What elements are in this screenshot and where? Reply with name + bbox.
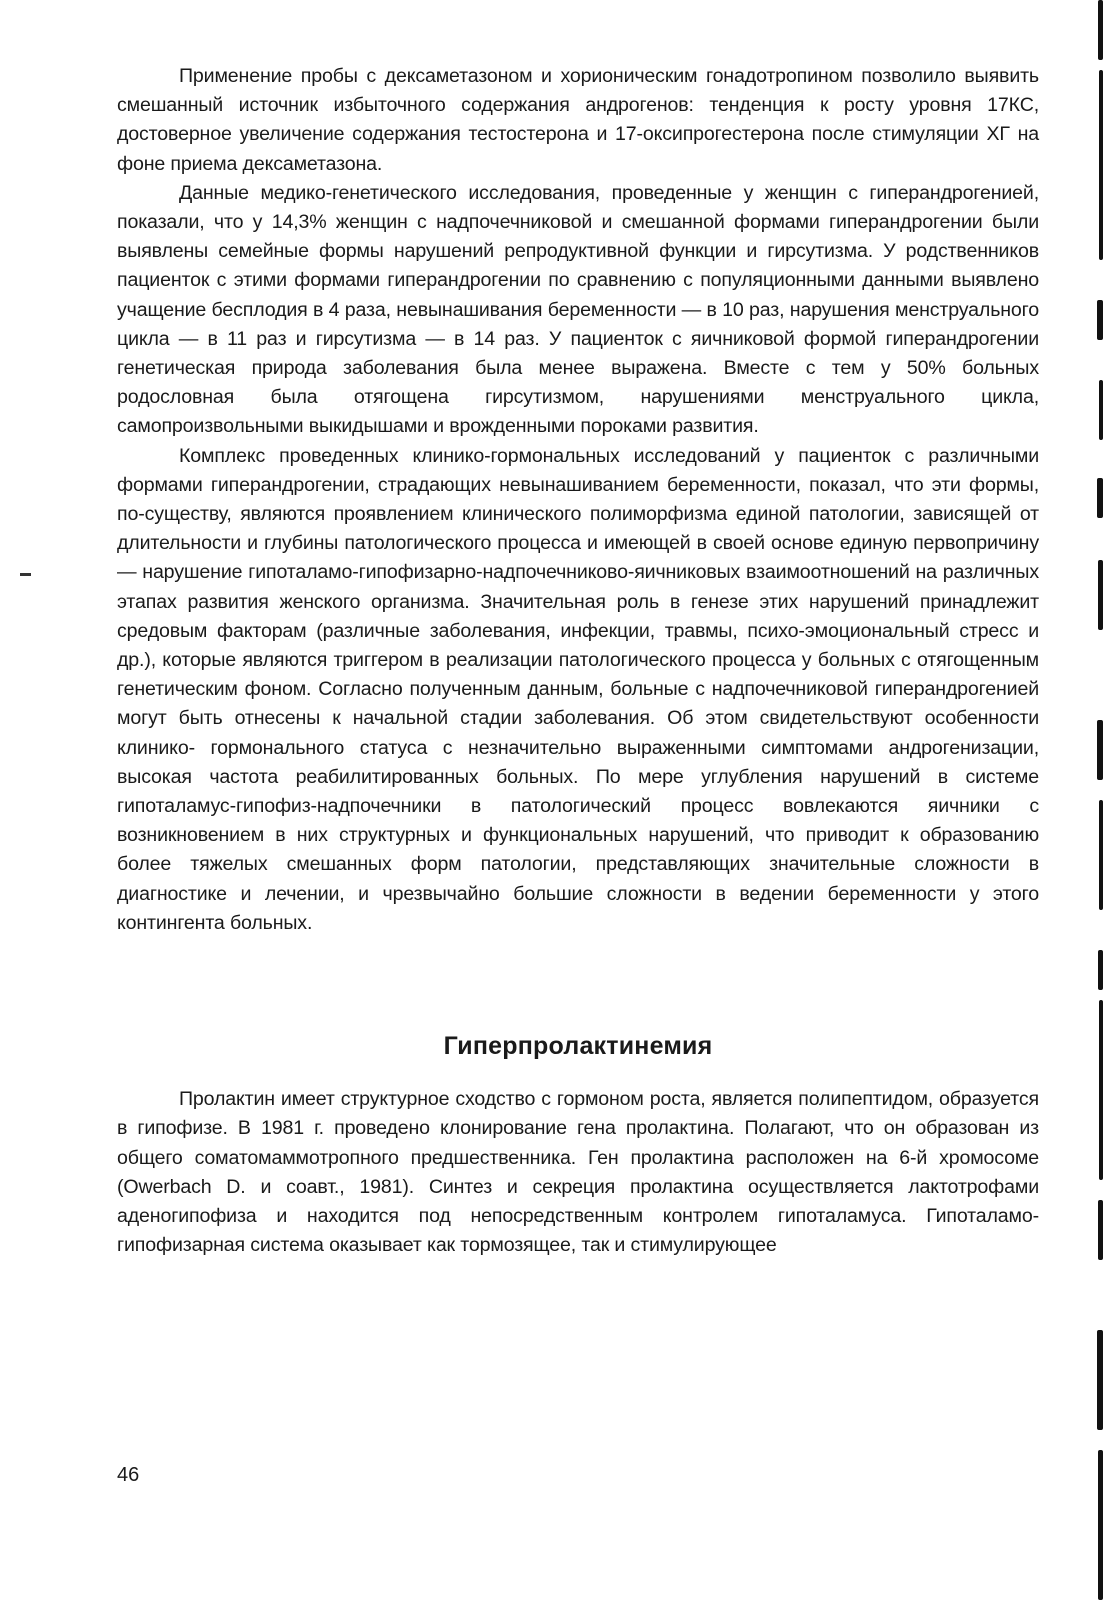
paragraph-4: Пролактин имеет структурное сходство с гормоном роста, является полипептидом, образуется в гипофизе. В 1981 г. проведено клонирование гена пролактина. Полагают, что он образован из общего соматомаммотропного предшественника. Ген пролактина расположен на 6-й хромосоме (Owerbach D. и соавт., 1981). Синтез и секреция пролактина осуществляется лактотрофами аденогипофиза и находится под непосредственным контролем гипоталамуса. Гипоталамо-гипофизарная система оказывает как тормозящее, так и стимулирующее	[117, 1088, 1039, 1257]
scan-speck	[20, 573, 31, 576]
document-page	[117, 62, 1039, 1260]
paragraph-3: Комплекс проведенных клинико-гормональных исследований у пациенток с различными формами гиперандрогении, страдающих невынашиванием беременности, показал, что эти формы, по-существу, являются проявлением клинического полиморфизма единой патологии, зависящей от длительности и глубины патологического процесса и имеющей в своей основе единую первопричину — нарушение гипоталамо-гипофизарно-надпочечниково-яичниковых взаимоотношений на различных этапах развития женского организма. Значительная роль в генезе этих нарушений принадлежит средовым факторам (различные заболевания, инфекции, травмы, психо-эмоциональный стресс и др.), которые являются триггером в реализации патологического процесса у больных с отягощенным генетическим фоном. Согласно полученным данным, больные с надпочечниковой гиперандрогенией могут быть отнесены к начальной стадии заболевания. Об этом свидетельствуют особенности клинико- гормонального статуса с незначительно выраженными симптомами андрогенизации, высокая частота реабилитированных больных. По мере углубления нарушений в системе гипоталамус-гипофиз-надпочечники в патологический процесс вовлекаются яичники с возникновением в них структурных и функциональных нарушений, что приводит к образованию более тяжелых смешанных форм патологии, представляющих значительные сложности в диагностике и лечении, и чрезвычайно большие сложности в ведении беременности у этого контингента больных.	[117, 444, 1039, 934]
scan-edge-shadow	[1081, 0, 1117, 1600]
page-number: 46	[117, 1464, 140, 1486]
section-heading: Гиперпролактинемия	[443, 1032, 713, 1061]
paragraph-1: Применение пробы с дексаметазоном и хорионическим гонадотропином позволило выявить смешанный источник избыточного содержания андрогенов: тенденция к росту уровня 17КС, достоверное увеличение содержания тестостерона и 17-оксипрогестерона после стимуляции ХГ на фоне приема дексаметазона.	[117, 65, 1039, 175]
paragraph-2: Данные медико-генетического исследования, проведенные у женщин с гиперандрогенией, показали, что у 14,3% женщин с надпочечниковой и смешанной формами гиперандрогении были выявлены семейные формы нарушений репродуктивной функции и гирсутизма. У родственников пациенток с этими формами гиперандрогении по сравнению с популяционными данными выявлено учащение бесплодия в 4 раза, невынашивания беременности — в 10 раз, нарушения менструального цикла — в 11 раз и гирсутизма — в 14 раз. У пациенток с яичниковой формой гиперандрогении генетическая природа заболевания была менее выражена. Вместе с тем у 50% больных родословная была отягощена гирсутизмом, нарушениями менструального цикла, самопроизвольными выкидышами и врожденными пороками развития.	[117, 181, 1039, 438]
